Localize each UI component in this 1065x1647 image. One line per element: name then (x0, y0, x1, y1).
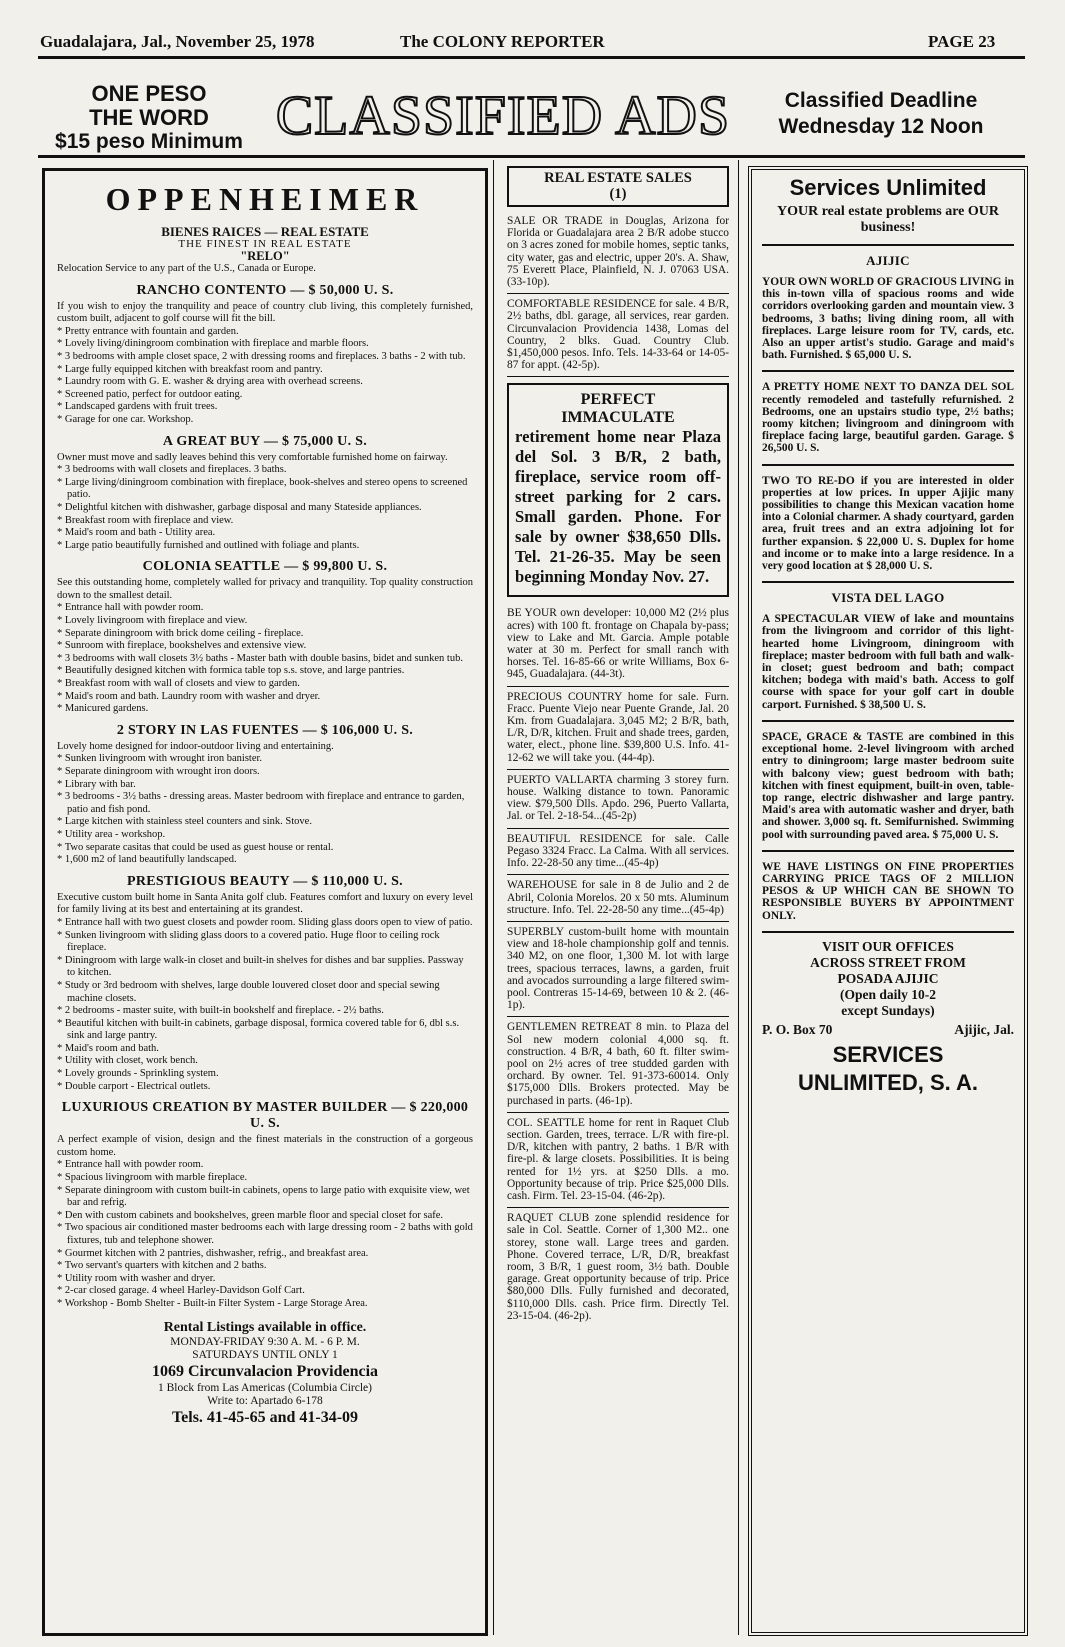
saturday-hours: SATURDAYS UNTIL ONLY 1 (192, 1348, 338, 1361)
classified-ad: WAREHOUSE for sale in 8 de Julio and 2 de Abril, Colonia Morelos. 20 x 50 mts. Aluminum structure. Info. Tel. 22-28-50 any time...(45-4p) (507, 875, 729, 922)
listing-bullet: * Separate diningroom with brick dome ceiling - fireplace. (57, 628, 473, 641)
pobox: P. O. Box 70 (762, 1021, 833, 1037)
office-address: 1069 Circunvalacion Providencia (151, 1362, 379, 1380)
page-number: PAGE 23 (928, 32, 996, 51)
deadline-line1: Classified Deadline (784, 89, 978, 112)
listing-bullet: * Utility with closet, work bench. (57, 1055, 473, 1068)
oppenheimer-sub3: "RELO" (240, 249, 290, 263)
classified-ads-title: CLASSIFIED ADS (275, 85, 731, 147)
oppenheimer-name: OPPENHEIMER (105, 181, 425, 217)
listing-luxurious-creation (57, 1100, 473, 1310)
listing-bullet: * Maid's room and bath. (57, 1043, 473, 1056)
oppenheimer-footer (57, 1319, 473, 1428)
column-rule-2 (738, 160, 739, 1635)
listing-bullet: * Two spacious air conditioned master bedrooms each with large dressing room - 2 baths with gold fixtures, tub and telephone shower. (57, 1222, 473, 1247)
listing-bullet: * Manicured gardens. (57, 703, 473, 716)
write-to: Write to: Apartado 6-178 (207, 1394, 323, 1407)
boxed-body: retirement home near Plaza del Sol. 3 B/R, 2 bath, fireplace, service room off-street parking for 2 cars. Small garden. Phone. For sale by owner $38,650 Dlls. Tel. 21-26-35. May be seen beginning Monday Nov. 27. (515, 427, 721, 587)
divider (762, 850, 1014, 852)
listing-bullet: * Two servant's quarters with kitchen and 2 baths. (57, 1260, 473, 1273)
listing-intro: Executive custom built home in Santa Anita golf club. Features comfort and luxury on every level for family living at its best and entertaining at its grandest. (57, 891, 473, 916)
listing-bullet: * Large fully equipped kitchen with breakfast room and pantry. (57, 364, 473, 377)
word-rate-line1: ONE PESO (91, 81, 207, 106)
town: Ajijic, Jal. (954, 1021, 1014, 1037)
listing-heading: PRESTIGIOUS BEAUTY — $ 110,000 U. S. (127, 873, 403, 889)
listings-note: WE HAVE LISTINGS ON FINE PROPERTIES CARRYING PRICE TAGS OF 2 MILLION PESOS & UP WHICH CAN BE SHOWN TO RESPONSIBLE BUYERS BY APPOINTMENT ONLY. (762, 860, 1014, 922)
classified-ad: GENTLEMEN RETREAT 8 min. to Plaza del Sol new modern colonial 4,000 sq. ft. construction. 4 B/R, 4 bath, 60 ft. filter swim-pool on 2½ acres of tree studded garden with orchard. By owner. Tel. 91-373-60014. Only $175,000 Dlls. Brokers protected. May be purchased in parts. (46-1p). (507, 1017, 729, 1112)
listing-intro: Lovely home designed for indoor-outdoor living and entertaining. (57, 740, 334, 752)
listing-bullet: * Study or 3rd bedroom with shelves, large double louvered closet door and special sewing machine closets. (57, 980, 473, 1005)
listing-heading: AJIJIC (866, 253, 910, 268)
divider (762, 464, 1014, 466)
listing-body: TWO TO RE-DO if you are interested in older properties at low prices. In upper Ajijic many possibilities to change this Mexican vacation home into a Colonial charmer. A shady courtyard, garden area, fruit trees and an extra adjoining lot for further expansion. $ 22,000 U. S. Duplex for home and income or to make into a large residence. In a very good location at $ 28,000 U. S. (762, 474, 1014, 573)
listing-heading: VISTA DEL LAGO (831, 590, 945, 606)
listing-bullet: * Library with bar. (57, 779, 473, 792)
listing-las-fuentes (57, 723, 473, 867)
listing-bullet: * Double carport - Electrical outlets. (57, 1081, 473, 1094)
listing-heading: RANCHO CONTENTO — $ 50,000 U. S. (136, 282, 394, 298)
company-line1: SERVICES (832, 1041, 944, 1067)
listing-bullet: * Workshop - Bomb Shelter - Built-in Filter System - Large Storage Area. (57, 1298, 473, 1311)
listing-bullet: * Breakfast room with fireplace and view. (57, 515, 473, 528)
listing-bullet: * Two separate casitas that could be used as guest house or rental. (57, 842, 473, 855)
dateline: Guadalajara, Jal., November 25, 1978 (40, 32, 315, 51)
listing-bullet: * Sunken livingroom with wrought iron banister. (57, 753, 473, 766)
listing-bullet: * Lovely livingroom with fireplace and view. (57, 615, 473, 628)
deadline-line2: Wednesday 12 Noon (778, 115, 984, 138)
listing-bullet: * Large living/diningroom combination with fireplace, book-shelves and stereo opens to screened patio. (57, 477, 473, 502)
visit-line2: ACROSS STREET FROM (810, 954, 966, 970)
listing-bullet: * Lovely grounds - Sprinkling system. (57, 1068, 473, 1081)
services-listing-ajijic (762, 253, 1014, 366)
deadline-box (736, 88, 1026, 140)
services-unlimited-ad (748, 166, 1028, 1636)
visit-line3: POSADA AJIJIC (837, 970, 939, 986)
paper-name: The COLONY REPORTER (400, 32, 605, 51)
listing-heading: COLONIA SEATTLE — $ 99,800 U. S. (142, 559, 388, 575)
classified-ad: COL. SEATTLE home for rent in Raquet Club section. Garden, trees, terrace. L/R with fire-pl. D/R, kitchen with pantry, 2 baths. 1 B/R with fire-pl. & large closets. Possibilities. It is being rented for 1½ yrs. at $250 Dlls. a mo. Opportunity because of trip. Price $25,000 Dlls. cash. Firm. Tel. 23-15-04. (46-2p). (507, 1113, 729, 1208)
listing-bullet: * Beautifully designed kitchen with formica table top s.s. stove, and large pantries. (57, 665, 473, 678)
divider (762, 720, 1014, 722)
listing-bullet: * Separate diningroom with custom built-in cabinets, opens to large patio with exquisite view, wet bar and refrig. (57, 1185, 473, 1210)
listing-bullet: * Entrance hall with powder room. (57, 1159, 473, 1172)
classified-ad: SALE OR TRADE in Douglas, Arizona for Florida or Guadalajara area 2 B/R adobe stucco on 3 acres zoned for mobile homes, septic tanks, city water, gas and electric, upper 20's. A. Shaw, 75 Everett Place, Plainfield, N. J. 07063 USA. (33-10p). (507, 211, 729, 294)
listing-bullet: * Utility room with washer and dryer. (57, 1273, 473, 1286)
classified-ad: SUPERBLY custom-built home with mountain view and 18-hole championship golf and tennis. 340 M2, on one floor, 1,300 M. lot with large trees, spacious terraces, lawns, a garden, fruit and avocados surrounding a large filtered swim-pool. Contreras 15-14-69, between 10 & 2. (46-1p). (507, 922, 729, 1017)
listing-body: A SPECTACULAR VIEW of lake and mountains from the livingroom and corridor of this light-hearted home Livingroom, diningroom with fireplace; master bedroom with full bath and walk-in closet; guest bedroom and bath; compact kitchen; bodega with maid's bath. Access to golf course with space for your golf cart in double carport. Furnished. $ 38,500 U. S. (762, 613, 1014, 711)
office-hours: MONDAY-FRIDAY 9:30 A. M. - 6 P. M. (170, 1335, 360, 1348)
listing-bullet: * 3 bedrooms with wall closets 3½ baths - Master bath with double basins, bidet and sunken tub. (57, 653, 473, 666)
listing-bullet: * Utility area - workshop. (57, 829, 473, 842)
divider (762, 931, 1014, 933)
classified-ad: RAQUET CLUB zone splendid residence for sale in Col. Seattle. Corner of 1,300 M2.. one storey, stone wall. Large trees and garden. Phone. Covered terrace, L/R, D/R, breakfast room, 3 B/R, 1 guest room, 3½ bath. Double garage. Great opportunity because of trip. Price $80,000 Dlls. Fully furnished and decorated, $110,000 Dlls. cash. Price firm. Directly Tel. 23-15-04. (46-2p). (507, 1212, 729, 1322)
listing-bullet: * Breakfast room with wall of closets and view to garden. (57, 678, 473, 691)
listing-bullet: * 3 bedrooms with wall closets and fireplaces. 3 baths. (57, 464, 473, 477)
listing-bullet: * Delightful kitchen with dishwasher, garbage disposal and many Stateside appliances. (57, 502, 473, 515)
classified-ad: PRECIOUS COUNTRY home for sale. Furn. Fracc. Puente Viejo near Puente Grande, Jal. 20 Km. from Guadalajara. 3,045 M2; 2 B/R, bath, L/R, D/R, kitchen. Fruit and shade trees, garden, water, elect., phone line. $39,800 U.S. Info. 41-12-62 we will take you. (44-4p). (507, 687, 729, 770)
section-number: (1) (609, 186, 627, 202)
visit-offices (762, 939, 1014, 1019)
listing-bullet: * 2 bedrooms - master suite, with built-in bookshelf and fireplace. - 2½ baths. (57, 1005, 473, 1018)
oppenheimer-sub1: BIENES RAICES — REAL ESTATE (161, 224, 369, 239)
listing-great-buy (57, 434, 473, 553)
listing-bullet: * Entrance hall with powder room. (57, 602, 473, 615)
listing-bullet: * Large patio beautifully furnished and outlined with foliage and plants. (57, 540, 473, 553)
visit-line5: except Sundays) (841, 1002, 935, 1018)
listing-bullet: * 1,600 m2 of land beautifully landscaped. (57, 854, 473, 867)
visit-line4: (Open daily 10-2 (839, 986, 936, 1002)
services-title: Services Unlimited (789, 175, 987, 200)
services-tagline: YOUR real estate problems are OUR business! (776, 204, 1000, 235)
listing-bullet: * 3 bedrooms - 3½ baths - dressing areas. Master bedroom with fireplace and entrance to garden, patio and fish pond. (57, 791, 473, 816)
classified-ad: PUERTO VALLARTA charming 3 storey furn. house. Walking distance to town. Panoramic view. $79,500 Dlls. Apdo. 296, Puerto Vallarta, Jal. or Tel. 2-18-54...(45-2p) (507, 770, 729, 829)
listing-prestigious-beauty (57, 874, 473, 1094)
listing-bullet: * Large kitchen with stainless steel counters and sink. Stove. (57, 816, 473, 829)
boxed-heading2: IMMACULATE (561, 409, 675, 427)
listing-bullet: * Spacious livingroom with marble fireplace. (57, 1172, 473, 1185)
listing-bullet: * Garage for one car. Workshop. (57, 414, 473, 427)
oppenheimer-sub4: Relocation Service to any part of the U.S., Canada or Europe. (57, 263, 316, 274)
word-rate-line2: THE WORD (89, 105, 209, 130)
section-header (507, 166, 729, 207)
listing-bullet: * Pretty entrance with fountain and garden. (57, 326, 473, 339)
classified-ad: COMFORTABLE RESIDENCE for sale. 4 B/R, 2½ baths, dbl. garage, all services, rear garden. Circunvalacion Providencia 1438, Lomas del Country, 2 blks. Guad. Country Club. $1,450,000 pesos. Info. Tels. 14-33-64 or 14-05-87 for appt. (42-5p). (507, 294, 729, 377)
listing-bullet: * 3 bedrooms with ample closet space, 2 with dressing rooms and fireplaces. 3 baths - 2 with tub. (57, 351, 473, 364)
listing-bullet: * Diningroom with large walk-in closet and built-in shelves for dishes and bar supplies. Passway to kitchen. (57, 955, 473, 980)
listing-bullet: * Sunroom with fireplace, bookshelves and extensive view. (57, 640, 473, 653)
listing-bullet: * Separate diningroom with wrought iron doors. (57, 766, 473, 779)
listing-bullet: * Laundry room with G. E. washer & drying area with overhead screens. (57, 376, 473, 389)
rental-listings: Rental Listings available in office. (163, 1319, 367, 1335)
real-estate-column (507, 166, 729, 1636)
listing-bullet: * 2-car closed garage. 4 wheel Harley-Davidson Golf Cart. (57, 1285, 473, 1298)
oppenheimer-sub2: THE FINEST IN REAL ESTATE (178, 238, 352, 250)
classified-ad: BE YOUR own developer: 10,000 M2 (2½ plus acres) with 100 ft. frontage on Chapala by-pass; view to Lake and Mt. Garcia. Ample potable water at 30 m. Perfect for small ranch with horses. Tel. 16-85-66 or write Williams, Box 6-945, Guadalajara. (44-3t). (507, 603, 729, 686)
listing-bullet: * Screened patio, perfect for outdoor eating. (57, 389, 473, 402)
oppenheimer-ad (42, 168, 488, 1636)
visit-line1: VISIT OUR OFFICES (822, 938, 954, 954)
divider (762, 244, 1014, 246)
phone-numbers: Tels. 41-45-65 and 41-34-09 (171, 1408, 359, 1426)
listing-heading: A GREAT BUY — $ 75,000 U. S. (162, 433, 368, 449)
listing-bullet: * Gourmet kitchen with 2 pantries, dishwasher, refrig., and breakfast area. (57, 1248, 473, 1261)
listing-bullet: * Entrance hall with two guest closets and powder room. Sliding glass doors open to view of patio. (57, 917, 473, 930)
pobox-row (762, 1021, 1014, 1039)
section-title: REAL ESTATE SALES (544, 170, 692, 186)
listing-intro: If you wish to enjoy the tranquility and peace of country club living, this completely furnished, custom built, adjacent to golf course will fit the bill. (57, 300, 473, 325)
listing-bullet: * Maid's room and bath - Utility area. (57, 527, 473, 540)
listing-rancho (57, 283, 473, 427)
listing-bullet: * Maid's room and bath. Laundry room with washer and dryer. (57, 691, 473, 704)
divider (762, 581, 1014, 583)
listing-colonia-seattle (57, 559, 473, 716)
listing-bullet: * Lovely living/diningroom combination with fireplace and marble floors. (57, 338, 473, 351)
word-rate-line3: $15 peso Minimum (55, 130, 243, 153)
boxed-heading1: PERFECT (580, 391, 656, 409)
listing-body: SPACE, GRACE & TASTE are combined in this exceptional home. 2-level livingroom with arched entry to diningroom; large master bedroom suite with balcony view; guest bedroom with bath; kitchen with finest equipment, built-in oven, table-top range, electric dishwasher and large pantry. Maid's area with automatic washer and dryer, bath and shower. 3,000 sq. ft. Semifurnished. Swimming pool with surrounding paved area. $ 75,000 U. S. (762, 730, 1014, 841)
listing-bullet: * Den with custom cabinets and bookshelves, green marble floor and special closet for safe. (57, 1210, 473, 1223)
listing-intro: See this outstanding home, completely walled for privacy and tranquility. Top quality construction down to the smallest detail. (57, 577, 473, 601)
listing-bullet: * Beautiful kitchen with built-in cabinets, garbage disposal, formica covered table for 6, dbl s.s. sink and large pantry. (57, 1018, 473, 1043)
column-rule-1 (493, 160, 494, 1635)
listing-body: A PRETTY HOME NEXT TO DANZA DEL SOL recently remodeled and tastefully refurnished. 2 Bedrooms, one an upstairs studio type, 2½ baths; roomy kitchen; livingroom and diningroom with fireplace facing large, beautiful garden. Garage. $ 26,500 U. S. (762, 381, 1014, 455)
listing-bullet: * Sunken livingroom with sliding glass doors to a covered patio. Huge floor to ceiling rock fireplace. (57, 930, 473, 955)
classified-ad: BEAUTIFUL RESIDENCE for sale. Calle Pegaso 3324 Fracc. La Calma. With all services. Info. 22-28-50 any time...(45-4p) (507, 829, 729, 876)
services-listing-vista (762, 590, 1014, 716)
address-note: 1 Block from Las Americas (Columbia Circle) (158, 1381, 372, 1394)
listing-intro: Owner must move and sadly leaves behind this very comfortable furnished home on fairway. (57, 451, 448, 463)
listing-intro: A perfect example of vision, design and the finest materials in the construction of a gorgeous custom home. (57, 1134, 473, 1158)
listing-bullet: * Landscaped gardens with fruit trees. (57, 401, 473, 414)
masthead-rule (38, 56, 1025, 59)
listing-heading: 2 STORY IN LAS FUENTES — $ 106,000 U. S. (116, 722, 414, 738)
word-rate-box (38, 82, 260, 154)
company-line2: UNLIMITED, S. A. (797, 1069, 979, 1095)
title-rule (38, 155, 1025, 158)
boxed-ad (507, 383, 729, 597)
listing-body: YOUR OWN WORLD OF GRACIOUS LIVING in this in-town villa of spacious rooms and wide corridors overlooking garden and mountain view. 3 bedrooms, 3 baths; living dining room, all with fireplaces. Large leisure room for TV, cards, etc. Also an upper artist's studio. Garage and maid's bath. Furnished. $ 65,000 U. S. (762, 276, 1014, 362)
listing-heading: LUXURIOUS CREATION BY MASTER BUILDER — $ 220,000 U. S. (61, 1100, 469, 1132)
divider (762, 370, 1014, 372)
company-name (762, 1041, 1014, 1097)
